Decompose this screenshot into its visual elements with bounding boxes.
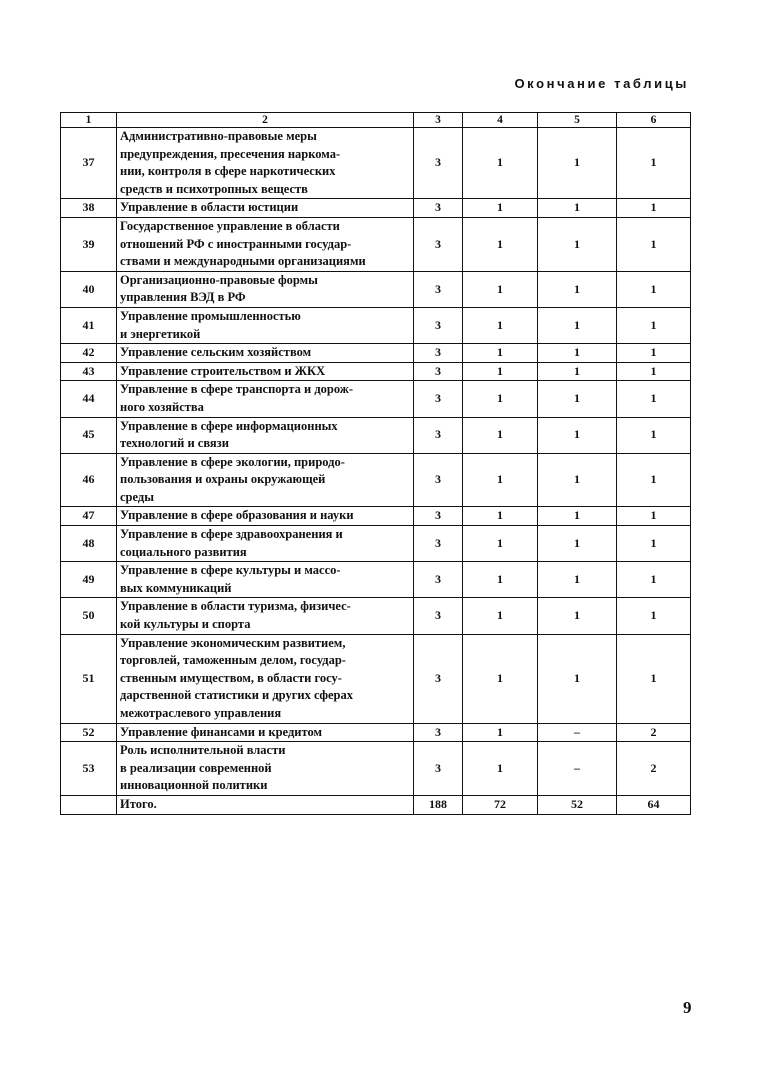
row-value-cell: 1 [617,199,691,218]
table-row [61,723,691,742]
row-name-line: инновационной политики [120,778,268,793]
row-value-cell: 1 [617,526,691,562]
row-name-line: Управление экономическим развитием, [120,635,346,650]
row-value-cell: 3 [414,128,463,199]
row-number-cell: 50 [61,598,117,634]
row-value-cell: 1 [538,453,617,507]
header-cell: 2 [117,113,414,128]
row-number-cell: 37 [61,128,117,199]
row-name-line: предупреждения, пресечения наркома- [120,146,341,161]
row-number-cell: 53 [61,742,117,796]
table-row [61,598,691,634]
table-row [61,417,691,453]
row-name-line: Управление в области туризма, физичес- [120,599,351,614]
row-name-line: ного хозяйства [120,399,204,414]
row-value-cell: 1 [538,199,617,218]
row-name-line: Управление в сфере информационных [120,418,338,433]
row-value-cell: – [538,742,617,796]
row-value-cell: 1 [538,598,617,634]
row-name-line: Управление в сфере образования и науки [120,508,354,523]
row-name-cell [117,507,414,526]
row-value-cell: 1 [463,507,538,526]
row-number-cell: 46 [61,453,117,507]
row-name-line: ственным имуществом, в области госу- [120,670,342,685]
row-value-cell: 1 [538,417,617,453]
row-value-cell: 3 [414,362,463,381]
row-value-cell: 3 [414,199,463,218]
table-row [61,362,691,381]
row-name-line: управления ВЭД в РФ [120,290,246,305]
row-value-cell: 2 [617,723,691,742]
row-value-cell: 1 [617,307,691,343]
row-name-line: и энергетикой [120,326,201,341]
row-value-cell: 1 [463,271,538,307]
table-row [61,742,691,796]
row-value-cell: 3 [414,742,463,796]
row-value-cell: 1 [463,128,538,199]
table-row [61,453,691,507]
row-name-cell [117,128,414,199]
total-label-cell: Итого. [117,795,414,814]
row-name-cell [117,526,414,562]
table-row [61,217,691,271]
row-name-line: Управление в сфере экологии, природо- [120,454,345,469]
row-value-cell: 3 [414,453,463,507]
header-cell: 6 [617,113,691,128]
page-number: 9 [683,998,692,1017]
row-number-cell: 45 [61,417,117,453]
row-name-line: средств и психотропных веществ [120,181,308,196]
row-number-cell: 47 [61,507,117,526]
row-value-cell: 1 [617,344,691,363]
row-value-cell: 1 [463,742,538,796]
total-value-cell: 72 [463,795,538,814]
row-name-line: Управление промышленностью [120,308,301,323]
header-cell: 4 [463,113,538,128]
row-name-line: Государственное управление в области [120,218,340,233]
row-name-line: межотраслевого управления [120,706,282,720]
row-value-cell: 1 [463,417,538,453]
total-row [61,795,691,814]
row-value-cell: 1 [617,362,691,381]
row-value-cell: 1 [538,526,617,562]
row-number-cell: 48 [61,526,117,562]
total-number-cell [61,795,117,814]
row-name-cell [117,634,414,723]
row-name-cell [117,417,414,453]
row-name-line: Управление в сфере культуры и массо- [120,563,341,578]
row-name-line: Роль исполнительной власти [120,743,286,758]
row-name-line: кой культуры и спорта [120,617,251,632]
row-value-cell: 1 [463,307,538,343]
row-name-line: Административно-правовые меры [120,129,317,143]
row-value-cell: 3 [414,217,463,271]
row-value-cell: 1 [538,381,617,417]
row-name-line: отношений РФ с иностранными государ- [120,236,352,251]
row-value-cell: 3 [414,598,463,634]
data-table [60,112,691,815]
row-number-cell: 52 [61,723,117,742]
row-name-line: ствами и международными организациями [120,254,366,269]
row-value-cell: 2 [617,742,691,796]
row-value-cell: 3 [414,526,463,562]
table-row [61,507,691,526]
row-name-line: Организационно-правовые формы [120,272,318,287]
row-value-cell: 1 [463,217,538,271]
header-cell: 1 [61,113,117,128]
row-value-cell: 1 [463,526,538,562]
row-name-line: технологий и связи [120,436,229,451]
row-value-cell: 1 [617,217,691,271]
row-value-cell: 1 [538,562,617,598]
row-value-cell: 3 [414,381,463,417]
row-number-cell: 49 [61,562,117,598]
row-name-line: в реализации современной [120,760,272,775]
row-number-cell: 44 [61,381,117,417]
row-value-cell: 1 [617,381,691,417]
table-row [61,634,691,723]
row-name-cell [117,307,414,343]
row-name-line: вых коммуникаций [120,580,232,595]
row-value-cell: 1 [463,634,538,723]
row-name-line: социального развития [120,544,247,559]
row-name-line: дарственной статистики и других сферах [120,688,353,703]
row-name-cell [117,271,414,307]
header-cell: 3 [414,113,463,128]
table-row [61,381,691,417]
row-value-cell: 1 [463,598,538,634]
row-value-cell: 3 [414,634,463,723]
row-value-cell: 1 [538,634,617,723]
row-name-cell [117,723,414,742]
row-value-cell: 1 [538,271,617,307]
row-value-cell: 1 [463,344,538,363]
row-value-cell: 3 [414,307,463,343]
row-number-cell: 51 [61,634,117,723]
row-name-line: Управление строительством и ЖКХ [120,363,326,378]
table-body [61,113,691,815]
total-value-cell: 188 [414,795,463,814]
table-row [61,128,691,199]
row-value-cell: 1 [463,362,538,381]
row-number-cell: 38 [61,199,117,218]
total-value-cell: 64 [617,795,691,814]
row-value-cell: – [538,723,617,742]
header-row [61,113,691,128]
row-value-cell: 3 [414,562,463,598]
row-name-line: пользования и охраны окружающей [120,472,326,487]
row-value-cell: 3 [414,344,463,363]
row-name-cell [117,562,414,598]
row-value-cell: 1 [617,562,691,598]
row-name-line: Управление сельским хозяйством [120,345,312,360]
row-value-cell: 1 [538,344,617,363]
row-name-line: торговлей, таможенным делом, государ- [120,653,346,668]
table-row [61,344,691,363]
row-value-cell: 1 [538,128,617,199]
row-value-cell: 3 [414,723,463,742]
table-caption: Окончание таблицы [514,76,689,91]
row-value-cell: 1 [617,128,691,199]
row-value-cell: 1 [617,453,691,507]
table-row [61,199,691,218]
row-value-cell: 1 [538,362,617,381]
row-value-cell: 1 [463,453,538,507]
row-value-cell: 1 [463,723,538,742]
row-number-cell: 43 [61,362,117,381]
row-number-cell: 42 [61,344,117,363]
table-row [61,307,691,343]
row-name-cell [117,381,414,417]
row-value-cell: 3 [414,417,463,453]
row-value-cell: 1 [617,507,691,526]
table-row [61,271,691,307]
row-value-cell: 1 [617,417,691,453]
row-name-line: Управление в области юстиции [120,200,299,215]
header-cell: 5 [538,113,617,128]
row-number-cell: 40 [61,271,117,307]
row-number-cell: 39 [61,217,117,271]
row-number-cell: 41 [61,307,117,343]
row-value-cell: 3 [414,271,463,307]
row-name-cell [117,742,414,796]
table-row [61,526,691,562]
table-row [61,562,691,598]
row-value-cell: 1 [463,381,538,417]
row-value-cell: 1 [538,507,617,526]
row-name-line: Управление в сфере здравоохранения и [120,527,343,542]
row-value-cell: 1 [538,217,617,271]
row-name-line: нии, контроля в сфере наркотических [120,164,336,179]
row-name-cell [117,344,414,363]
row-value-cell: 1 [463,562,538,598]
row-value-cell: 1 [463,199,538,218]
row-value-cell: 3 [414,507,463,526]
row-name-cell [117,199,414,218]
row-value-cell: 1 [538,307,617,343]
row-name-cell [117,217,414,271]
row-value-cell: 1 [617,634,691,723]
row-value-cell: 1 [617,598,691,634]
row-name-cell [117,362,414,381]
row-name-line: среды [120,489,154,504]
row-name-cell [117,598,414,634]
row-name-cell [117,453,414,507]
row-name-line: Управление финансами и кредитом [120,724,322,739]
row-name-line: Управление в сфере транспорта и дорож- [120,382,354,397]
total-value-cell: 52 [538,795,617,814]
row-value-cell: 1 [617,271,691,307]
